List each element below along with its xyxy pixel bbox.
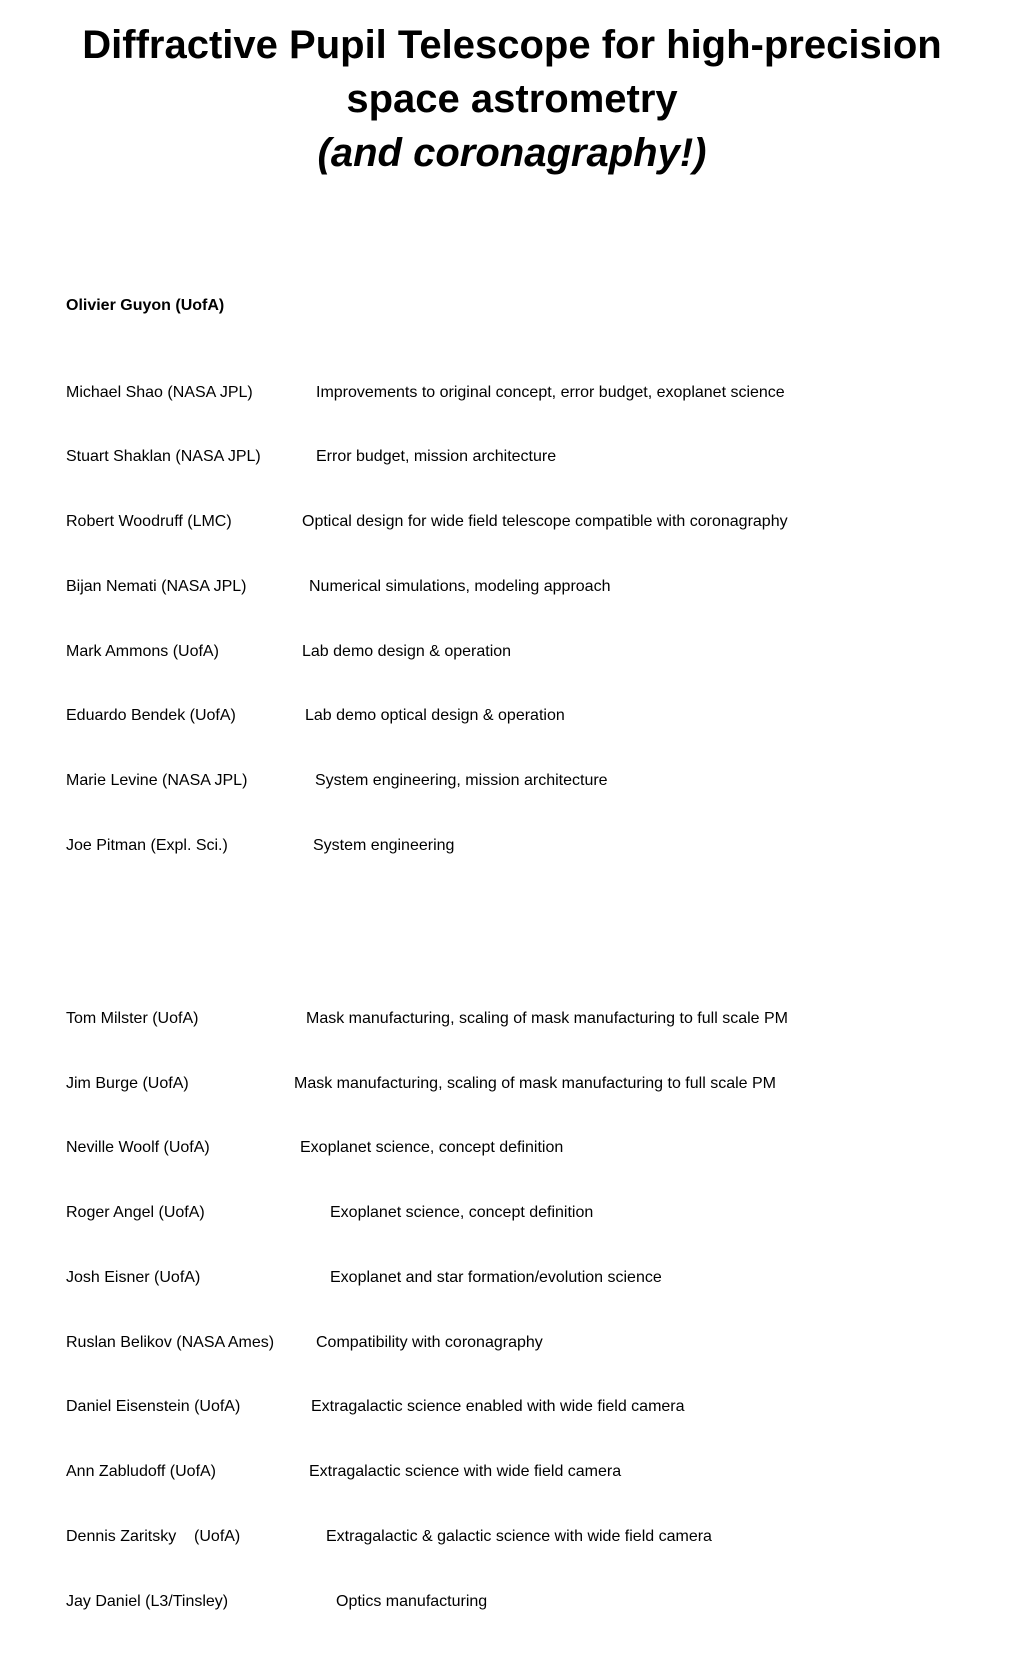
collaborator-row <box>66 770 608 792</box>
lead-name: Olivier Guyon (UofA) <box>66 297 225 315</box>
collaborator-row <box>66 1073 776 1095</box>
collaborator-role: Extragalactic science enabled with wide field camera <box>311 1398 685 1416</box>
collaborator-name: Bijan Nemati (NASA JPL) <box>66 577 247 595</box>
collaborator-role: Optical design for wide field telescope compatible with coronagraphy <box>302 513 788 531</box>
collaborator-name: Roger Angel (UofA) <box>66 1204 205 1222</box>
collaborator-name: Robert Woodruff (LMC) <box>66 513 232 531</box>
collaborator-row <box>66 576 611 598</box>
collaborator-role: System engineering, mission architecture <box>315 772 608 790</box>
title-line-3: (and coronagraphy!) <box>317 131 707 175</box>
collaborator-role: System engineering <box>313 837 455 855</box>
collaborator-name: Mark Ammons (UofA) <box>66 642 219 660</box>
collaborator-row <box>66 1202 594 1224</box>
collaborator-row <box>66 1396 685 1418</box>
collaborator-row <box>66 1267 662 1289</box>
title-line-2: space astrometry <box>346 77 678 121</box>
lead-row <box>66 295 225 317</box>
collaborator-name: Ruslan Belikov (NASA Ames) <box>66 1333 275 1351</box>
collaborator-row <box>66 1332 543 1354</box>
collaborator-name: Jim Burge (UofA) <box>66 1074 189 1092</box>
collaborator-name: Eduardo Bendek (UofA) <box>66 707 236 725</box>
collaborator-name: Joe Pitman (Expl. Sci.) <box>66 837 228 855</box>
collaborator-name: Marie Levine (NASA JPL) <box>66 772 248 790</box>
title-line-1: Diffractive Pupil Telescope for high-precision <box>82 23 942 67</box>
collaborator-name: Tom Milster (UofA) <box>66 1009 199 1027</box>
collaborator-role: Extragalactic & galactic science with wide field camera <box>326 1528 712 1546</box>
collaborator-row <box>66 641 512 663</box>
collaborator-role: Lab demo design & operation <box>302 642 512 660</box>
collaborator-name: Dennis Zaritsky (UofA) <box>66 1528 241 1546</box>
collaborator-role: Compatibility with coronagraphy <box>316 1333 543 1351</box>
collaborator-row <box>66 382 785 404</box>
collaborator-role: Exoplanet science, concept definition <box>330 1204 594 1222</box>
collaborator-name: Stuart Shaklan (NASA JPL) <box>66 448 261 466</box>
collaborator-list <box>66 252 788 1634</box>
group-spacer <box>66 921 84 943</box>
collaborator-role: Mask manufacturing, scaling of mask manufacturing to full scale PM <box>306 1009 788 1027</box>
slide-title <box>0 18 1024 180</box>
collaborator-row <box>66 511 788 533</box>
collaborator-name: Neville Woolf (UofA) <box>66 1139 210 1157</box>
collaborator-row <box>66 1526 712 1548</box>
collaborator-role: Exoplanet science, concept definition <box>300 1139 564 1157</box>
collaborator-role: Error budget, mission architecture <box>316 448 557 466</box>
collaborator-row <box>66 835 455 857</box>
collaborator-role: Mask manufacturing, scaling of mask manufacturing to full scale PM <box>294 1074 776 1092</box>
collaborator-name: Daniel Eisenstein (UofA) <box>66 1398 241 1416</box>
collaborator-row <box>66 1137 564 1159</box>
collaborator-name: Josh Eisner (UofA) <box>66 1268 201 1286</box>
collaborator-role: Extragalactic science with wide field camera <box>309 1463 622 1481</box>
collaborator-name: Jay Daniel (L3/Tinsley) <box>66 1592 229 1610</box>
collaborator-row <box>66 1008 788 1030</box>
collaborator-role: Improvements to original concept, error budget, exoplanet science <box>316 383 785 401</box>
collaborator-role: Exoplanet and star formation/evolution science <box>330 1268 662 1286</box>
collaborator-name: Michael Shao (NASA JPL) <box>66 383 253 401</box>
collaborator-row <box>66 446 557 468</box>
collaborator-row <box>66 705 565 727</box>
collaborator-name: Ann Zabludoff (UofA) <box>66 1463 217 1481</box>
collaborator-row <box>66 1461 622 1483</box>
collaborator-row <box>66 1591 488 1613</box>
collaborator-role: Lab demo optical design & operation <box>305 707 565 725</box>
collaborator-role: Numerical simulations, modeling approach <box>309 577 611 595</box>
collaborator-role: Optics manufacturing <box>336 1592 488 1610</box>
